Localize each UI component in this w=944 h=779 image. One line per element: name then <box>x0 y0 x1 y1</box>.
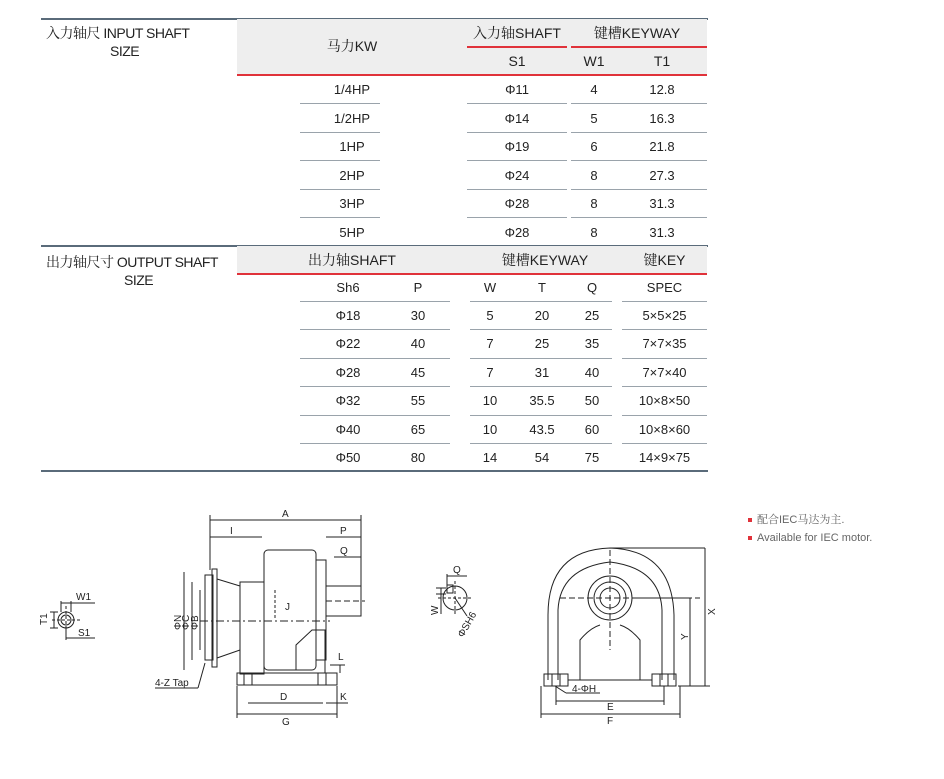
label-c: ΦC <box>181 614 192 630</box>
table-bottom-rule <box>41 470 708 472</box>
row-divider <box>470 329 612 330</box>
dimension-drawings <box>0 490 944 740</box>
cell-s1: Φ28 <box>504 225 530 240</box>
row-divider <box>470 301 612 302</box>
cell-t1: 31.3 <box>649 225 675 240</box>
cell-w: 5 <box>486 308 494 323</box>
cell-sh6: Φ22 <box>335 336 361 352</box>
row-divider <box>300 160 380 161</box>
cell-s1: Φ14 <box>504 110 530 126</box>
input-shaft-circle <box>58 612 74 628</box>
row-divider <box>571 103 707 104</box>
cell-sh6: Φ18 <box>335 308 361 323</box>
row-divider <box>300 329 450 330</box>
cell-sh6: Φ28 <box>335 364 361 380</box>
sub-t-header: T <box>538 280 546 295</box>
row-divider <box>467 132 567 133</box>
col-out-keyway-header: 键槽KEYWAY <box>501 252 589 268</box>
label-e: E <box>607 702 614 713</box>
cell-spec: 7×7×35 <box>642 336 687 352</box>
output-section-label-line2: SIZE <box>124 272 154 288</box>
cell-q: 60 <box>584 421 600 437</box>
cell-t1: 16.3 <box>649 110 675 126</box>
row-divider <box>470 358 612 359</box>
label-f: F <box>607 716 614 727</box>
cell-power: 1/4HP <box>333 82 371 97</box>
label-s1: S1 <box>78 628 91 639</box>
sub-t1-header: T1 <box>653 53 671 69</box>
red-rule <box>237 74 707 76</box>
col-keyway-header: 键槽KEYWAY <box>593 25 681 41</box>
label-l: L <box>338 652 344 663</box>
row-divider <box>300 189 380 190</box>
output-section-label-line1: 出力轴尺寸 OUTPUT SHAFT <box>46 254 218 270</box>
row-divider <box>300 301 450 302</box>
cell-spec: 10×8×50 <box>638 393 691 409</box>
output-shaft-section-drawing <box>436 574 472 616</box>
cell-sh6: Φ50 <box>335 450 361 465</box>
row-divider <box>467 217 567 218</box>
cell-s1: Φ28 <box>504 196 530 212</box>
label-p: P <box>340 526 347 537</box>
cell-power: 2HP <box>339 167 365 183</box>
red-rule <box>571 46 707 48</box>
row-divider <box>622 415 707 416</box>
row-divider <box>622 329 707 330</box>
row-divider <box>300 103 380 104</box>
col-shaft-header: 入力轴SHAFT <box>473 25 561 41</box>
row-divider <box>300 386 450 387</box>
cell-p: 65 <box>410 421 426 437</box>
row-divider <box>300 217 380 218</box>
cell-q: 75 <box>584 450 600 465</box>
col-out-shaft-header: 出力轴SHAFT <box>308 252 396 268</box>
label-b: ΦB <box>190 615 201 630</box>
cell-w: 14 <box>482 450 498 465</box>
row-divider <box>571 160 707 161</box>
cell-w: 10 <box>482 421 498 437</box>
cell-w1: 5 <box>590 110 598 126</box>
cell-sh6: Φ32 <box>335 393 361 409</box>
cell-t1: 31.3 <box>649 196 675 212</box>
cell-t1: 12.8 <box>649 82 675 97</box>
cell-w1: 6 <box>590 139 598 155</box>
output-section-label <box>46 253 236 289</box>
input-section-label-line2: SIZE <box>110 43 140 59</box>
cell-p: 45 <box>410 364 426 380</box>
label-d: D <box>280 692 288 703</box>
row-divider <box>571 217 707 218</box>
cell-p: 30 <box>410 308 426 323</box>
row-divider <box>622 386 707 387</box>
label-n: ΦN <box>173 614 184 630</box>
label-j: J <box>285 602 290 613</box>
cell-q: 50 <box>584 393 600 409</box>
cell-t1: 21.8 <box>649 139 675 155</box>
label-t1: T1 <box>39 613 50 625</box>
cell-p: 40 <box>410 336 426 352</box>
label-sh6: ΦSH6 <box>456 610 480 640</box>
cell-spec: 14×9×75 <box>638 450 691 465</box>
cell-p: 55 <box>410 393 426 409</box>
label-w-output: W <box>430 605 441 615</box>
cell-s1: Φ24 <box>504 167 530 183</box>
row-divider <box>571 132 707 133</box>
row-divider <box>467 189 567 190</box>
sub-sh6-header: Sh6 <box>336 280 360 295</box>
label-g: G <box>282 717 290 728</box>
sub-q-header: Q <box>586 280 598 295</box>
row-divider <box>300 443 450 444</box>
cell-t: 35.5 <box>529 393 555 409</box>
label-y: Y <box>680 633 691 640</box>
cell-t: 31 <box>534 364 550 380</box>
row-divider <box>467 103 567 104</box>
sub-s1-header: S1 <box>508 53 526 69</box>
row-divider <box>470 415 612 416</box>
cell-sh6: Φ40 <box>335 421 361 437</box>
cell-w: 7 <box>486 336 494 352</box>
label-q: Q <box>340 546 348 557</box>
cell-s1: Φ11 <box>505 82 529 97</box>
col-power-header: 马力KW <box>326 38 378 54</box>
note-chinese-text: 配合IEC马达为主. <box>757 514 845 526</box>
cell-spec: 7×7×40 <box>642 364 687 380</box>
cell-w1: 8 <box>590 167 598 183</box>
row-divider <box>300 358 450 359</box>
label-h: 4-ΦH <box>572 684 597 695</box>
row-divider <box>622 358 707 359</box>
red-rule <box>237 273 707 275</box>
cell-power: 1/2HP <box>333 110 371 126</box>
row-divider <box>470 443 612 444</box>
sub-w-header: W <box>483 280 497 295</box>
cell-t: 43.5 <box>529 421 555 437</box>
red-rule <box>467 46 567 48</box>
sub-spec-header: SPEC <box>646 280 683 295</box>
cell-spec: 10×8×60 <box>638 421 691 437</box>
col-out-key-header: 键KEY <box>643 252 686 268</box>
label-w1: W1 <box>76 592 91 603</box>
cell-w1: 8 <box>590 225 598 240</box>
cell-t: 25 <box>534 336 550 352</box>
label-x: X <box>707 608 718 615</box>
label-a: A <box>282 509 289 520</box>
label-q-output: Q <box>453 565 461 576</box>
cell-w1: 8 <box>590 196 598 212</box>
row-divider <box>300 132 380 133</box>
cell-w: 7 <box>486 364 494 380</box>
label-tap: 4-Z Tap <box>155 678 189 689</box>
row-divider <box>571 189 707 190</box>
input-section-label-line1: 入力轴尺 INPUT SHAFT <box>46 25 190 41</box>
cell-power: 5HP <box>339 225 365 240</box>
cell-t1: 27.3 <box>649 167 675 183</box>
cell-w1: 4 <box>590 82 598 97</box>
cell-spec: 5×5×25 <box>642 308 687 323</box>
reducer-front-view-drawing <box>541 548 710 718</box>
sub-p-header: P <box>413 280 423 295</box>
label-i: I <box>230 526 233 537</box>
cell-q: 40 <box>584 364 600 380</box>
row-divider <box>622 443 707 444</box>
cell-power: 1HP <box>339 139 365 155</box>
cell-w: 10 <box>482 393 498 409</box>
cell-q: 25 <box>584 308 600 323</box>
cell-s1: Φ19 <box>504 139 530 155</box>
row-divider <box>467 160 567 161</box>
note-english-text: Available for IEC motor. <box>757 532 873 544</box>
cell-t: 54 <box>534 450 550 465</box>
cell-t: 20 <box>534 308 550 323</box>
cell-power: 3HP <box>339 196 365 212</box>
sub-w1-header: W1 <box>583 53 605 69</box>
cell-q: 35 <box>584 336 600 352</box>
label-k: K <box>340 692 347 703</box>
row-divider <box>470 386 612 387</box>
row-divider <box>300 415 450 416</box>
input-section-label <box>46 24 236 60</box>
row-divider <box>622 301 707 302</box>
cell-p: 80 <box>410 450 426 465</box>
